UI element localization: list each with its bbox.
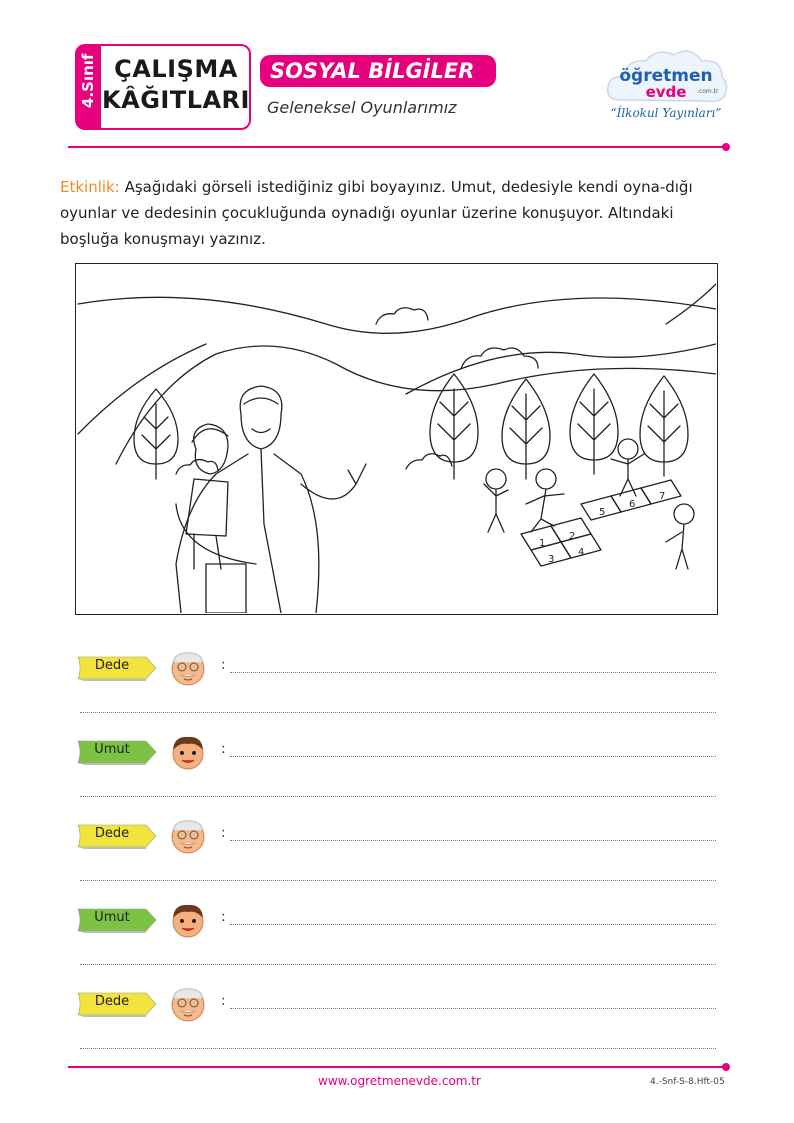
publisher-logo bbox=[602, 45, 732, 130]
tree-icon bbox=[502, 379, 550, 479]
answer-colon: : bbox=[221, 909, 226, 925]
subject-title: SOSYAL BİLGİLER bbox=[260, 55, 496, 87]
cloud-logo-icon bbox=[602, 45, 732, 130]
coloring-scene[interactable] bbox=[75, 263, 718, 615]
child-figure bbox=[526, 469, 564, 532]
logo-domain: .com.tr bbox=[697, 88, 719, 95]
hopscotch-number: 7 bbox=[659, 491, 666, 502]
answer-line[interactable] bbox=[80, 964, 716, 965]
hopscotch-number: 3 bbox=[548, 554, 555, 565]
answer-line[interactable] bbox=[80, 796, 716, 797]
boy-face-icon bbox=[168, 732, 208, 772]
worksheet-title-box bbox=[101, 44, 251, 130]
hopscotch-number: 2 bbox=[569, 531, 576, 542]
tree-icon bbox=[430, 374, 478, 479]
activity-label: Etkinlik: bbox=[60, 178, 120, 196]
title-line-2: KÂĞITLARI bbox=[102, 86, 250, 114]
answer-colon: : bbox=[221, 741, 226, 757]
answer-line[interactable] bbox=[80, 712, 716, 713]
speaker-name: Dede bbox=[94, 826, 130, 841]
speaker-tag bbox=[76, 822, 156, 848]
tree-icon bbox=[640, 376, 688, 476]
speaker-tag bbox=[76, 738, 156, 764]
logo-text-top: öğretmen bbox=[619, 66, 713, 86]
header-divider bbox=[68, 146, 726, 148]
answer-line[interactable] bbox=[230, 924, 716, 925]
answer-line[interactable] bbox=[230, 1008, 716, 1009]
instructions bbox=[60, 174, 724, 252]
answer-colon: : bbox=[221, 993, 226, 1009]
logo-text-bottom: evde bbox=[645, 83, 687, 101]
topic-subtitle: Geleneksel Oyunlarımız bbox=[267, 98, 457, 117]
footer-url[interactable]: www.ogretmenevde.com.tr bbox=[318, 1074, 481, 1088]
answer-line[interactable] bbox=[230, 840, 716, 841]
answer-colon: : bbox=[221, 657, 226, 673]
hopscotch-numbers bbox=[539, 491, 665, 565]
cloud-icon bbox=[176, 460, 218, 474]
speaker-name: Dede bbox=[94, 658, 130, 673]
boy-figure bbox=[176, 424, 256, 569]
grandpa-face-icon bbox=[168, 984, 208, 1024]
hopscotch-number: 4 bbox=[578, 547, 585, 558]
logo-tagline: “İlkokul Yayınları” bbox=[610, 106, 722, 120]
speaker-tag bbox=[76, 906, 156, 932]
footer-divider bbox=[68, 1066, 726, 1068]
hopscotch-number: 1 bbox=[539, 538, 546, 549]
grandpa-figure bbox=[176, 386, 366, 613]
grandpa-face-icon bbox=[168, 648, 208, 688]
answer-line[interactable] bbox=[80, 880, 716, 881]
speaker-name: Umut bbox=[94, 910, 130, 925]
answer-line[interactable] bbox=[80, 1048, 716, 1049]
speaker-tag bbox=[76, 990, 156, 1016]
grade-label: 4.Sınıf bbox=[79, 53, 97, 108]
speaker-tag bbox=[76, 654, 156, 680]
hill-line bbox=[116, 346, 716, 464]
child-figure bbox=[484, 469, 508, 532]
park-drawing bbox=[76, 264, 716, 613]
cloud-icon bbox=[461, 348, 538, 369]
activity-text: Aşağıdaki görseli istediğiniz gibi boyayınız. Umut, dedesiyle kendi oyna-dığı oyunlar ve dedesinin çocukluğunda oynadığı oyunlar üzerine konuşuyor. Altındaki boşluğa konuşmayı yazınız. bbox=[60, 178, 693, 248]
answer-colon: : bbox=[221, 825, 226, 841]
cloud-icon bbox=[376, 308, 428, 324]
speaker-name: Umut bbox=[94, 742, 130, 757]
hill-line bbox=[666, 284, 716, 324]
boy-face-icon bbox=[168, 900, 208, 940]
grandpa-face-icon bbox=[168, 816, 208, 856]
title-line-1: ÇALIŞMA bbox=[114, 55, 238, 83]
hill-line bbox=[78, 297, 716, 333]
hopscotch-number: 5 bbox=[599, 507, 606, 518]
answer-line[interactable] bbox=[230, 672, 716, 673]
answer-line[interactable] bbox=[230, 756, 716, 757]
footer-code: 4.-Snf-S-8.Hft-05 bbox=[650, 1077, 725, 1087]
speaker-name: Dede bbox=[94, 994, 130, 1009]
child-figure bbox=[666, 504, 694, 569]
hopscotch-number: 6 bbox=[629, 499, 636, 510]
